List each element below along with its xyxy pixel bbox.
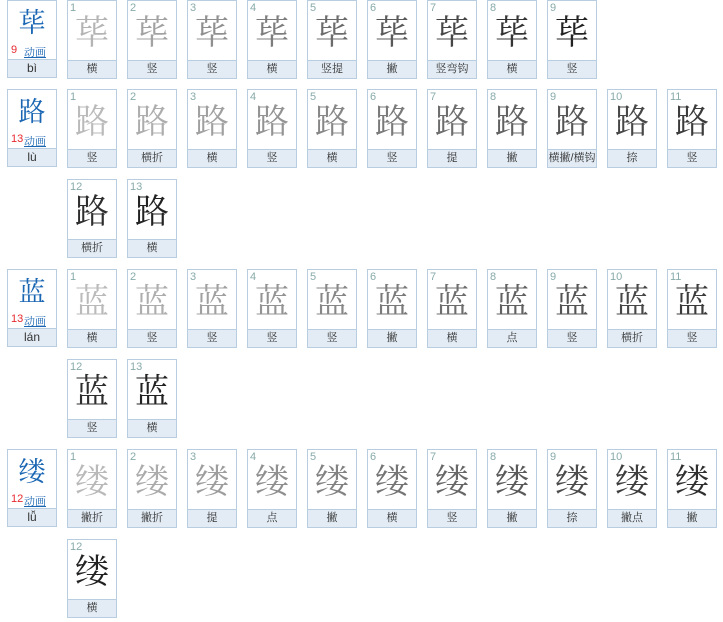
stroke-name: 横	[68, 599, 116, 617]
stroke-name: 横	[428, 329, 476, 347]
stroke-number: 12	[70, 181, 83, 193]
stroke-name: 点	[488, 329, 536, 347]
stroke-number: 6	[370, 271, 377, 283]
stroke-glyph: 缕	[615, 462, 649, 502]
stroke-number: 10	[610, 271, 623, 283]
stroke-glyph: 蓝	[195, 282, 229, 322]
stroke-glyph: 路	[615, 102, 649, 142]
animation-link[interactable]: 动画	[24, 496, 46, 508]
stroke-name: 撇点	[608, 509, 656, 527]
stroke-card	[547, 269, 597, 348]
stroke-glyph: 缕	[255, 462, 289, 502]
stroke-number: 5	[310, 271, 317, 283]
stroke-card	[307, 0, 357, 79]
stroke-glyph: 路	[555, 102, 589, 142]
stroke-number: 5	[310, 2, 317, 14]
stroke-name: 横	[248, 60, 296, 78]
stroke-name: 横撇/横钩	[548, 149, 596, 167]
stroke-name: 竖	[428, 509, 476, 527]
character-glyph: 缕	[18, 457, 46, 487]
stroke-card	[607, 269, 657, 348]
stroke-card	[127, 449, 177, 528]
stroke-glyph: 缕	[435, 462, 469, 502]
stroke-number: 8	[490, 271, 497, 283]
stroke-number: 6	[370, 2, 377, 14]
stroke-card	[607, 449, 657, 528]
stroke-number: 10	[610, 451, 623, 463]
stroke-card	[427, 449, 477, 528]
stroke-glyph: 蓝	[135, 282, 169, 322]
stroke-card	[67, 179, 117, 258]
stroke-card	[67, 449, 117, 528]
stroke-name: 竖	[368, 149, 416, 167]
stroke-number: 8	[490, 451, 497, 463]
stroke-glyph: 缕	[555, 462, 589, 502]
stroke-name: 横	[308, 149, 356, 167]
stroke-glyph: 荜	[195, 13, 229, 53]
pinyin-label: lán	[8, 328, 56, 346]
stroke-number: 9	[550, 451, 557, 463]
stroke-name: 横折	[128, 149, 176, 167]
stroke-number: 10	[610, 91, 623, 103]
stroke-name: 提	[428, 149, 476, 167]
stroke-glyph: 荜	[315, 13, 349, 53]
stroke-name: 横	[368, 509, 416, 527]
stroke-number: 7	[430, 2, 437, 14]
stroke-card	[607, 89, 657, 168]
stroke-name: 撇	[368, 329, 416, 347]
stroke-name: 撇	[308, 509, 356, 527]
stroke-count: 9	[11, 44, 18, 56]
stroke-name: 横	[188, 149, 236, 167]
stroke-glyph: 路	[315, 102, 349, 142]
stroke-glyph: 荜	[495, 13, 529, 53]
stroke-name: 竖	[68, 419, 116, 437]
stroke-number: 7	[430, 91, 437, 103]
stroke-name: 横	[128, 239, 176, 257]
stroke-card	[367, 269, 417, 348]
stroke-card	[487, 89, 537, 168]
stroke-number: 5	[310, 451, 317, 463]
stroke-name: 点	[248, 509, 296, 527]
stroke-card	[307, 269, 357, 348]
stroke-glyph: 蓝	[75, 372, 109, 412]
stroke-number: 12	[70, 361, 83, 373]
stroke-glyph: 蓝	[495, 282, 529, 322]
stroke-name: 提	[188, 509, 236, 527]
character-header-card	[7, 449, 57, 527]
stroke-glyph: 路	[375, 102, 409, 142]
stroke-card	[67, 269, 117, 348]
stroke-card	[127, 179, 177, 258]
stroke-card	[487, 449, 537, 528]
stroke-count: 13	[11, 133, 24, 145]
stroke-glyph: 蓝	[615, 282, 649, 322]
stroke-number: 11	[670, 451, 682, 463]
stroke-number: 13	[130, 361, 143, 373]
stroke-card	[187, 449, 237, 528]
stroke-glyph: 蓝	[135, 372, 169, 412]
stroke-glyph: 蓝	[315, 282, 349, 322]
stroke-card	[427, 89, 477, 168]
stroke-name: 捺	[548, 509, 596, 527]
character-header-card	[7, 0, 57, 78]
stroke-number: 5	[310, 91, 317, 103]
stroke-glyph: 路	[195, 102, 229, 142]
stroke-card	[187, 89, 237, 168]
stroke-glyph: 荜	[435, 13, 469, 53]
stroke-name: 竖	[668, 149, 716, 167]
stroke-name: 竖	[548, 60, 596, 78]
stroke-name: 竖	[668, 329, 716, 347]
stroke-number: 1	[70, 2, 77, 14]
character-glyph: 蓝	[18, 277, 46, 307]
stroke-glyph: 路	[495, 102, 529, 142]
stroke-number: 3	[190, 2, 197, 14]
animation-link[interactable]: 动画	[24, 136, 46, 148]
stroke-name: 竖	[248, 329, 296, 347]
stroke-card	[127, 269, 177, 348]
stroke-card	[667, 269, 717, 348]
stroke-card	[247, 449, 297, 528]
stroke-number: 2	[130, 91, 137, 103]
stroke-glyph: 缕	[675, 462, 709, 502]
stroke-card	[247, 269, 297, 348]
stroke-glyph: 蓝	[435, 282, 469, 322]
stroke-number: 2	[130, 271, 137, 283]
stroke-glyph: 缕	[315, 462, 349, 502]
stroke-name: 竖	[548, 329, 596, 347]
stroke-number: 8	[490, 2, 497, 14]
stroke-card	[127, 89, 177, 168]
stroke-number: 4	[250, 271, 257, 283]
stroke-card	[367, 89, 417, 168]
stroke-glyph: 蓝	[255, 282, 289, 322]
stroke-glyph: 蓝	[555, 282, 589, 322]
stroke-card	[547, 89, 597, 168]
stroke-number: 6	[370, 451, 377, 463]
stroke-name: 竖弯钩	[428, 60, 476, 78]
stroke-card	[127, 359, 177, 438]
stroke-name: 横	[488, 60, 536, 78]
stroke-glyph: 路	[75, 102, 109, 142]
stroke-number: 1	[70, 271, 77, 283]
stroke-count: 12	[11, 493, 24, 505]
stroke-number: 2	[130, 2, 137, 14]
stroke-card	[187, 269, 237, 348]
stroke-glyph: 路	[135, 192, 169, 232]
stroke-card	[367, 449, 417, 528]
stroke-number: 7	[430, 271, 437, 283]
stroke-name: 横	[68, 329, 116, 347]
stroke-glyph: 荜	[135, 13, 169, 53]
stroke-number: 3	[190, 91, 197, 103]
stroke-glyph: 蓝	[375, 282, 409, 322]
stroke-number: 3	[190, 271, 197, 283]
stroke-name: 捺	[608, 149, 656, 167]
stroke-name: 撇	[488, 509, 536, 527]
stroke-number: 9	[550, 271, 557, 283]
stroke-name: 撇折	[128, 509, 176, 527]
stroke-name: 横	[128, 419, 176, 437]
stroke-number: 7	[430, 451, 437, 463]
stroke-name: 竖	[308, 329, 356, 347]
stroke-number: 11	[670, 91, 682, 103]
stroke-card	[487, 269, 537, 348]
stroke-name: 竖	[128, 329, 176, 347]
character-header-card	[7, 269, 57, 347]
stroke-card	[547, 0, 597, 79]
stroke-card	[307, 89, 357, 168]
animation-link[interactable]: 动画	[24, 316, 46, 328]
stroke-card	[187, 0, 237, 79]
stroke-glyph: 荜	[75, 13, 109, 53]
stroke-card	[67, 89, 117, 168]
stroke-card	[307, 449, 357, 528]
stroke-glyph: 缕	[75, 462, 109, 502]
stroke-number: 9	[550, 91, 557, 103]
stroke-glyph: 路	[135, 102, 169, 142]
animation-link[interactable]: 动画	[24, 47, 46, 59]
stroke-card	[367, 0, 417, 79]
stroke-number: 4	[250, 91, 257, 103]
stroke-card	[67, 359, 117, 438]
stroke-name: 竖提	[308, 60, 356, 78]
stroke-name: 撇	[488, 149, 536, 167]
stroke-number: 11	[670, 271, 682, 283]
stroke-glyph: 路	[435, 102, 469, 142]
stroke-glyph: 缕	[495, 462, 529, 502]
stroke-glyph: 缕	[135, 462, 169, 502]
stroke-number: 1	[70, 91, 77, 103]
stroke-name: 撇折	[68, 509, 116, 527]
stroke-glyph: 缕	[195, 462, 229, 502]
stroke-name: 横折	[608, 329, 656, 347]
stroke-glyph: 缕	[75, 552, 109, 592]
stroke-card	[427, 0, 477, 79]
stroke-card	[427, 269, 477, 348]
stroke-number: 13	[130, 181, 143, 193]
stroke-number: 12	[70, 541, 83, 553]
stroke-number: 4	[250, 2, 257, 14]
stroke-name: 竖	[68, 149, 116, 167]
stroke-name: 横折	[68, 239, 116, 257]
stroke-name: 撇	[368, 60, 416, 78]
stroke-name: 竖	[248, 149, 296, 167]
character-header-card	[7, 89, 57, 167]
character-glyph: 荜	[18, 8, 46, 38]
stroke-number: 9	[550, 2, 557, 14]
stroke-number: 2	[130, 451, 137, 463]
stroke-number: 6	[370, 91, 377, 103]
stroke-card	[67, 539, 117, 618]
stroke-card	[127, 0, 177, 79]
stroke-card	[547, 449, 597, 528]
stroke-glyph: 路	[675, 102, 709, 142]
character-glyph: 路	[18, 97, 46, 127]
pinyin-label: bì	[8, 59, 56, 77]
stroke-glyph: 荜	[555, 13, 589, 53]
stroke-name: 竖	[128, 60, 176, 78]
stroke-glyph: 荜	[375, 13, 409, 53]
stroke-card	[247, 0, 297, 79]
pinyin-label: lù	[8, 148, 56, 166]
stroke-card	[247, 89, 297, 168]
stroke-card	[487, 0, 537, 79]
stroke-number: 4	[250, 451, 257, 463]
pinyin-label: lǚ	[8, 508, 56, 526]
stroke-glyph: 蓝	[75, 282, 109, 322]
stroke-card	[667, 89, 717, 168]
stroke-number: 8	[490, 91, 497, 103]
stroke-card	[667, 449, 717, 528]
stroke-number: 3	[190, 451, 197, 463]
stroke-name: 撇	[668, 509, 716, 527]
stroke-glyph: 缕	[375, 462, 409, 502]
stroke-glyph: 荜	[255, 13, 289, 53]
stroke-name: 竖	[188, 60, 236, 78]
stroke-card	[67, 0, 117, 79]
stroke-name: 竖	[188, 329, 236, 347]
stroke-glyph: 蓝	[675, 282, 709, 322]
stroke-number: 1	[70, 451, 77, 463]
stroke-count: 13	[11, 313, 24, 325]
stroke-glyph: 路	[75, 192, 109, 232]
stroke-name: 横	[68, 60, 116, 78]
stroke-glyph: 路	[255, 102, 289, 142]
